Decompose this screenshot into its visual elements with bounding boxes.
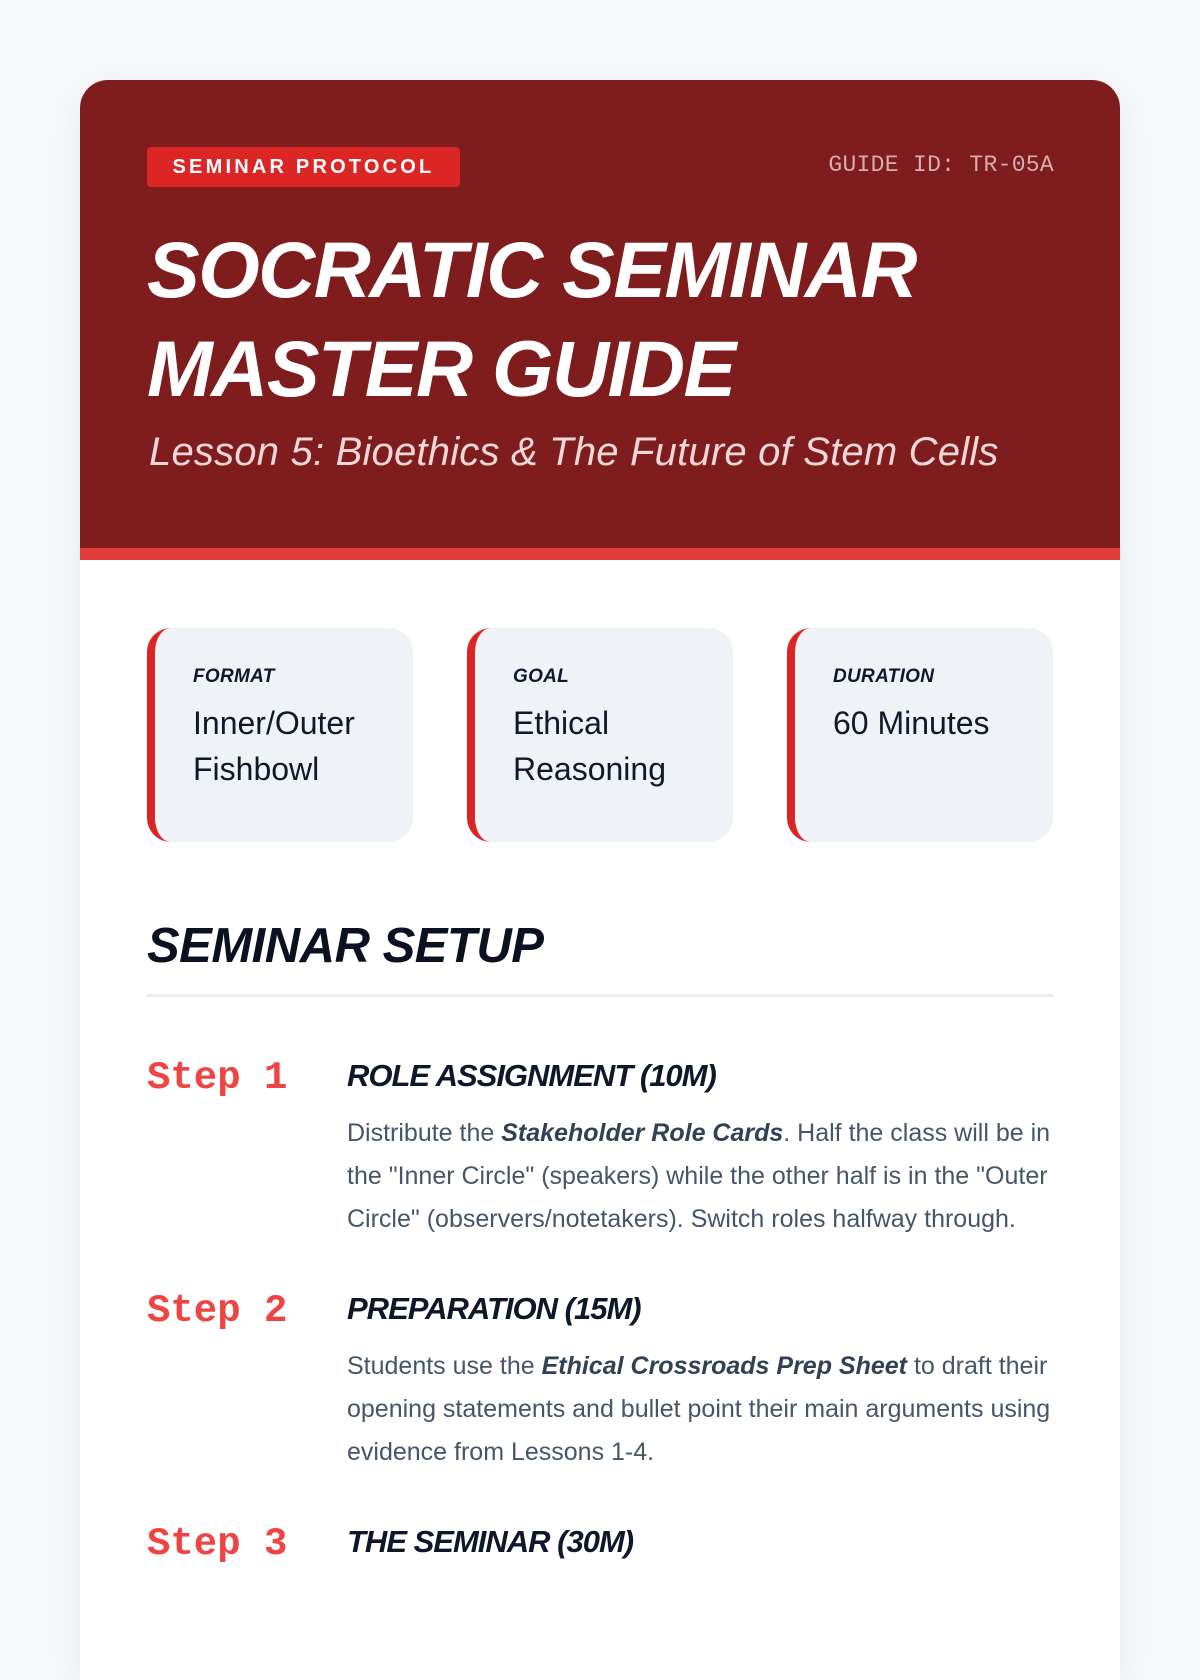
stat-format xyxy=(147,628,413,842)
step-title: PREPARATION (15M) xyxy=(347,1291,641,1326)
step-number: Step 3 xyxy=(147,1522,288,1566)
step-body xyxy=(347,1520,1053,1564)
overview-stats xyxy=(147,628,1053,842)
step-body xyxy=(347,1054,1053,1241)
stat-label: DURATION xyxy=(833,666,935,687)
guide-card xyxy=(80,80,1120,1680)
stat-goal xyxy=(467,628,733,842)
stat-label: GOAL xyxy=(513,666,570,687)
stat-label: FORMAT xyxy=(193,666,275,687)
guide-id: GUIDE ID: TR-05A xyxy=(828,152,1054,178)
step-description xyxy=(347,1345,1053,1474)
step-description xyxy=(347,1112,1053,1241)
page-title: SOCRATIC SEMINAR MASTER GUIDE xyxy=(147,225,916,413)
role-cards-emphasis: Stakeholder Role Cards xyxy=(501,1119,784,1147)
stat-value: Inner/Outer Fishbowl xyxy=(193,705,355,787)
step-body xyxy=(347,1287,1053,1474)
prep-sheet-emphasis: Ethical Crossroads Prep Sheet xyxy=(541,1352,907,1380)
lesson-subtitle: Lesson 5: Bioethics & The Future of Stem Cells xyxy=(149,430,999,474)
section-divider xyxy=(147,994,1053,997)
step-text-before: Students use the xyxy=(347,1352,542,1380)
step-title: ROLE ASSIGNMENT (10M) xyxy=(347,1058,716,1093)
stat-value: 60 Minutes xyxy=(833,705,990,741)
step-title: THE SEMINAR (30M) xyxy=(347,1524,634,1559)
stat-value: Ethical Reasoning xyxy=(513,705,666,787)
step-item xyxy=(147,1520,1053,1564)
protocol-badge: SEMINAR PROTOCOL xyxy=(147,147,460,187)
step-number: Step 2 xyxy=(147,1289,288,1333)
guide-header xyxy=(80,80,1120,560)
step-number: Step 1 xyxy=(147,1056,288,1100)
step-item xyxy=(147,1054,1053,1241)
step-list xyxy=(147,1054,1053,1564)
stat-duration xyxy=(787,628,1053,842)
step-text-before: Distribute the xyxy=(347,1119,502,1147)
step-text-after: . Half the class will be in the "Inner Circle" (speakers) while the other half is in the "Outer Circle" (observers/notetakers). Switch roles halfway through. xyxy=(347,1119,1051,1233)
step-text-after: to draft their opening statements and bullet point their main arguments using evidence from Lessons 1-4. xyxy=(347,1352,1051,1466)
section-title: SEMINAR SETUP xyxy=(147,919,544,973)
step-item xyxy=(147,1287,1053,1474)
